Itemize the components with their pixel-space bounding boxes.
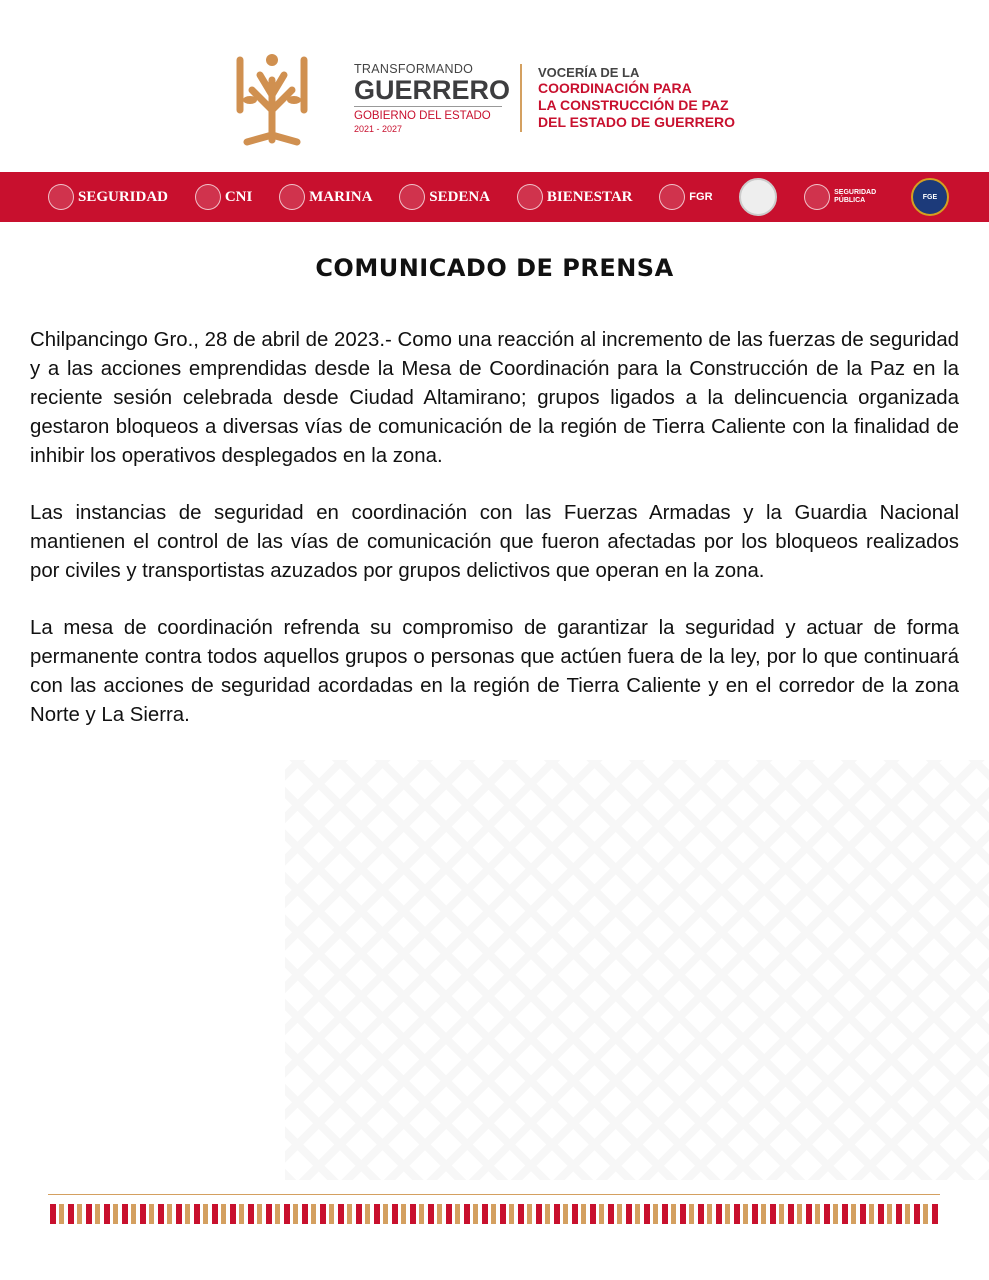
- footer-divider: [48, 1194, 940, 1195]
- voc-line3: LA CONSTRUCCIÓN DE PAZ: [538, 97, 729, 113]
- watermark-pattern: [285, 760, 989, 1180]
- seal-icon: [517, 184, 543, 210]
- institution-ssp: [804, 184, 884, 210]
- institution-name: FGR: [689, 190, 713, 203]
- institution-seguridad: [48, 184, 168, 210]
- institution-marina: [279, 184, 372, 210]
- seal-icon: [279, 184, 305, 210]
- institution-bienestar: [517, 184, 633, 210]
- footer-embroidery-pattern: [50, 1204, 938, 1224]
- paragraph: Las instancias de seguridad en coordinación con las Fuerzas Armadas y la Guardia Nacional mantienen el control de las vías de comunicación que fueron afectadas por los bloqueos realizados por civiles y transportistas azuzados por grupos delictivos que operan en la zona.: [30, 502, 959, 582]
- voc-line4: DEL ESTADO DE GUERRERO: [538, 114, 736, 130]
- header-divider: [520, 64, 522, 132]
- gov-line2: GUERRERO: [354, 75, 511, 105]
- institution-sedena: [399, 184, 490, 210]
- fge-seal-icon: [911, 178, 949, 216]
- paragraph: La mesa de coordinación refrenda su compromiso de garantizar la seguridad y actuar de forma permanente contra todos aquellos grupos o personas que actúen fuera de la ley, por lo que continuará con las acciones de seguridad acordadas en la región de Tierra Caliente y en el corredor de la zona Norte y La Sierra.: [30, 617, 959, 726]
- institution-name: MARINA: [309, 188, 373, 205]
- paragraph: Chilpancingo Gro., 28 de abril de 2023.- Como una reacción al incremento de las fuerzas de seguridad y a las acciones emprendidas desde la Mesa de Coordinación para la Construcción de la Paz en la reciente sesión celebrada desde Ciudad Altamirano; grupos ligados a la delincuencia organizada gestaron bloqueos a diversas vías de comunicación de la región de Tierra Caliente con la finalidad de inhibir los operativos desplegados en la zona.: [30, 329, 959, 467]
- voc-line2: COORDINACIÓN PARA: [538, 80, 692, 96]
- institution-name: SEGURIDAD: [78, 188, 169, 205]
- institutions-banner: [0, 172, 989, 222]
- seal-icon: [195, 184, 221, 210]
- voc-line1: VOCERÍA DE LA: [538, 65, 640, 80]
- institution-fgr: [659, 184, 712, 210]
- institution-name: SEDENA: [429, 188, 491, 205]
- tree-icon: [804, 184, 830, 210]
- institution-name: BIENESTAR: [546, 188, 633, 205]
- seal-icon: [48, 184, 74, 210]
- institution-cni: [195, 184, 253, 210]
- press-release-body: [30, 326, 959, 758]
- header-logos: [232, 48, 735, 148]
- guardia-nacional-seal-icon: [739, 178, 777, 216]
- seal-icon: [399, 184, 425, 210]
- seal-icon: [659, 184, 685, 210]
- page-title: COMUNICADO DE PRENSA: [315, 254, 674, 282]
- vocería-logo: [538, 65, 735, 131]
- gobierno-guerrero-logo: [354, 62, 511, 134]
- institution-name: CNI: [224, 188, 253, 205]
- institution-name: SEGURIDAD PÚBLICA: [834, 189, 877, 204]
- guerrero-tree-logo-icon: [232, 50, 312, 146]
- fge-label: FGE: [922, 193, 938, 201]
- gov-years: 2021 - 2027: [354, 124, 403, 134]
- gov-line1: TRANSFORMANDO: [354, 62, 474, 76]
- gov-line3: GOBIERNO DEL ESTADO: [354, 110, 491, 122]
